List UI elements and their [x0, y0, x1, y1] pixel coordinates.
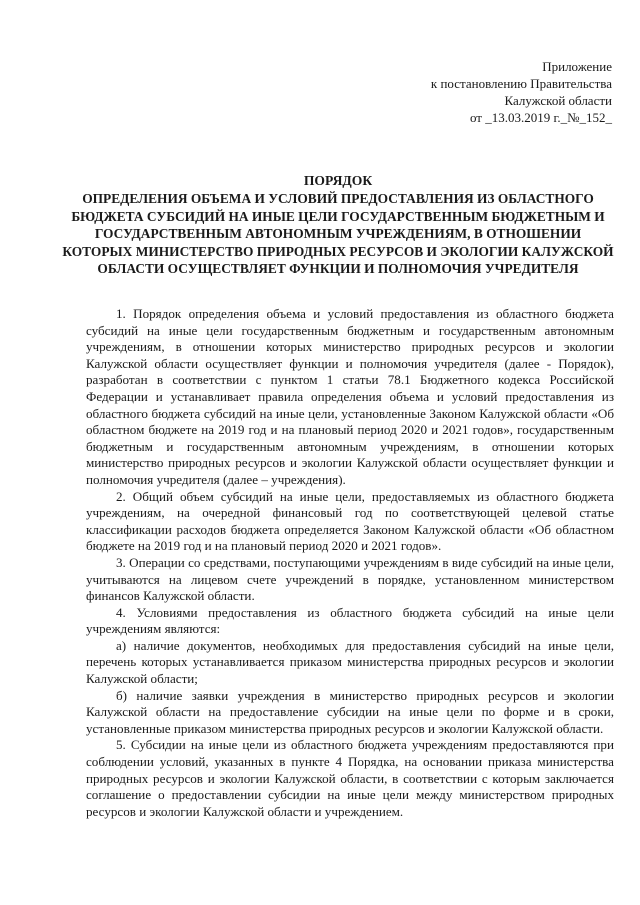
title-subheading: ОПРЕДЕЛЕНИЯ ОБЪЕМА И УСЛОВИЙ ПРЕДОСТАВЛЕНИЯ ИЗ ОБЛАСТНОГО БЮДЖЕТА СУБСИДИЙ НА ИНЫЕ ЦЕЛИ ГОСУДАРСТВЕННЫМ БЮДЖЕТНЫМ И ГОСУДАРСТВЕННЫМ АВТОНОМНЫМ УЧРЕЖДЕНИЯМ, В ОТНОШЕНИИ КОТОРЫХ МИНИСТЕРСТВО ПРИРОДНЫХ РЕСУРСОВ И ЭКОЛОГИИ КАЛУЖСКОЙ ОБЛАСТИ ОСУЩЕСТВЛЯЕТ ФУНКЦИИ И ПОЛНОМОЧИЯ УЧРЕДИТЕЛЯ — [62, 191, 614, 277]
paragraph-2: 2. Общий объем субсидий на иные цели, предоставляемых из областного бюджета учреждениям, на очередной финансовый год по соответствующей целевой статье классификации расходов бюджета определяется Законом Калужской области «Об областном бюджете на 2019 год и на плановый период 2020 и 2021 годов». — [86, 488, 614, 554]
document-title — [60, 172, 616, 277]
paragraph-4b: б) наличие заявки учреждения в министерство природных ресурсов и экологии Калужской области на предоставление субсидии на иные цели по форме и в сроки, установленные приказом министерства природных ресурсов и экологии Калужской области. — [86, 687, 614, 736]
paragraph-4: 4. Условиями предоставления из областного бюджета субсидий на иные цели учреждениям являются: — [86, 604, 614, 637]
paragraph-5: 5. Субсидии на иные цели из областного бюджета учреждениям предоставляются при соблюдении условий, указанных в пункте 4 Порядка, на основании приказа министерства природных ресурсов и экологии Калужской области, в соответствии с которым заключается соглашение о предоставлении субсидии на иные цели между министерством природных ресурсов и экологии Калужской области и учреждением. — [86, 737, 614, 819]
document-body — [86, 306, 614, 820]
paragraph-4a: а) наличие документов, необходимых для предоставления субсидий на иные цели, перечень которых устанавливается приказом министерства природных ресурсов и экологии Калужской области; — [86, 637, 614, 687]
appendix-date-number: от _13.03.2019 г._№_152_ — [469, 110, 612, 125]
appendix-block — [431, 58, 612, 126]
appendix-region: Калужской области — [504, 93, 612, 108]
appendix-label: Приложение — [542, 59, 612, 74]
paragraph-3: 3. Операции со средствами, поступающими учреждениям в виде субсидий на иные цели, учитываются на лицевом счете учреждений в порядке, установленном министерством финансов Калужской области. — [86, 554, 614, 604]
appendix-resolution: к постановлению Правительства — [430, 76, 612, 91]
title-heading: ПОРЯДОК — [303, 173, 373, 188]
paragraph-1: 1. Порядок определения объема и условий предоставления из областного бюджета субсидий на иные цели государственным бюджетным и государственным автономным учреждениям, в отношении которых министерство природных ресурсов и экологии Калужской области осуществляет функции и полномочия учредителя (далее - Порядок), разработан в соответствии с пунктом 1 статьи 78.1 Бюджетного кодекса Российской Федерации и устанавливает правила определения объема и условий предоставления из областного бюджета субсидий на иные цели, установленные Законом Калужской области «Об областном бюджете на 2019 год и на плановый период 2020 и 2021 годов», государственным бюджетным и государственным автономным учреждениям, в отношении которых министерство природных ресурсов и экологии Калужской области осуществляет функции и полномочия учредителя (далее – учреждения). — [86, 306, 614, 487]
